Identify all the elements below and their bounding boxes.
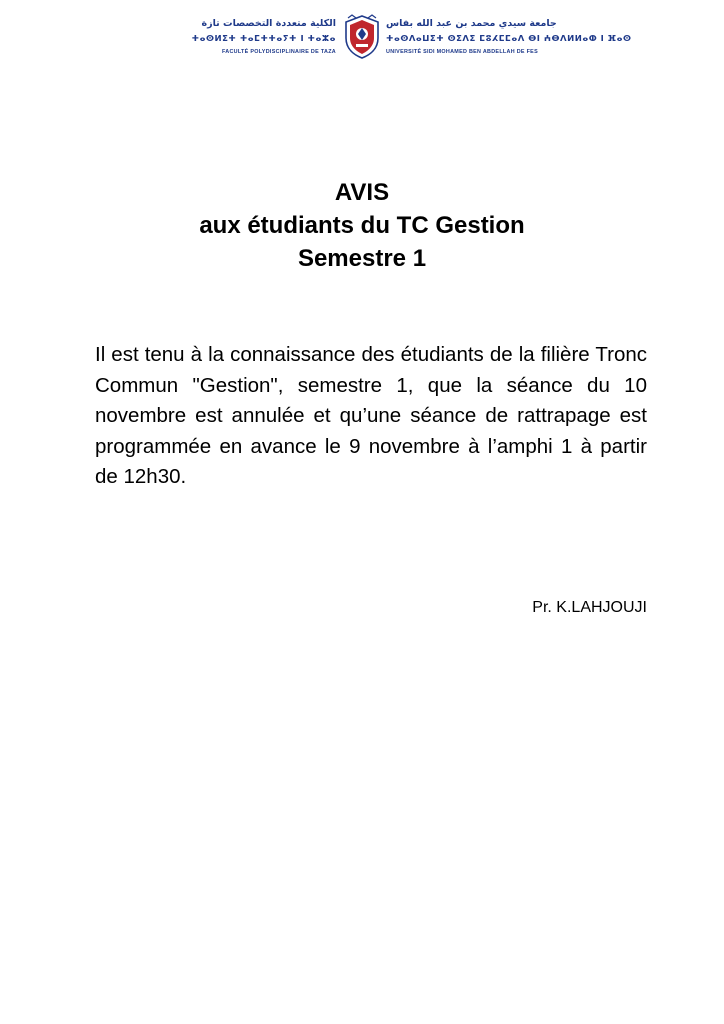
signature: Pr. K.LAHJOUJI (532, 599, 647, 616)
faculty-name-arabic: الكلية متعددة التخصصات تازة (201, 18, 336, 29)
faculty-name-tifinagh: ⵜⴰⵙⵍⵉⵜ ⵜⴰⵎⵜⵜⴰⵢⵜ ⵏ ⵜⴰⵣⴰ (191, 34, 336, 44)
notice-title (0, 176, 724, 275)
faculty-name-latin: FACULTÉ POLYDISCIPLINAIRE DE TAZA (221, 49, 336, 55)
notice-body: Il est tenu à la connaissance des étudiants de la filière Tronc Commun "Gestion", semestre 1, que la séance du 10 novembre est annulée et qu’une séance de rattrapage est programmée en avance le 9 novembre à l’amphi 1 à partir de 12h30. (95, 343, 647, 488)
university-name-latin: UNIVERSITÉ SIDI MOHAMED BEN ABDELLAH DE FES (386, 49, 538, 55)
title-line-avis: AVIS (334, 179, 390, 206)
faculty-name-block (168, 18, 336, 56)
title-line-semester: Semestre 1 (297, 245, 427, 272)
university-name-arabic: جامعة سيدي محمد بن عبد الله بفاس (386, 18, 557, 29)
letterhead (0, 14, 724, 62)
title-line-audience: aux étudiants du TC Gestion (199, 212, 525, 239)
university-emblem-icon (342, 14, 382, 60)
university-name-block (386, 18, 632, 56)
university-name-tifinagh: ⵜⴰⵙⴷⴰⵡⵉⵜ ⵙⵉⴷⵉ ⵎⵓⵃⵎⵎⴰⴷ ⴱⵏ ⵄⴱⴷⵍⵍⴰⵀ ⵏ ⴼⴰⵙ (386, 34, 632, 44)
